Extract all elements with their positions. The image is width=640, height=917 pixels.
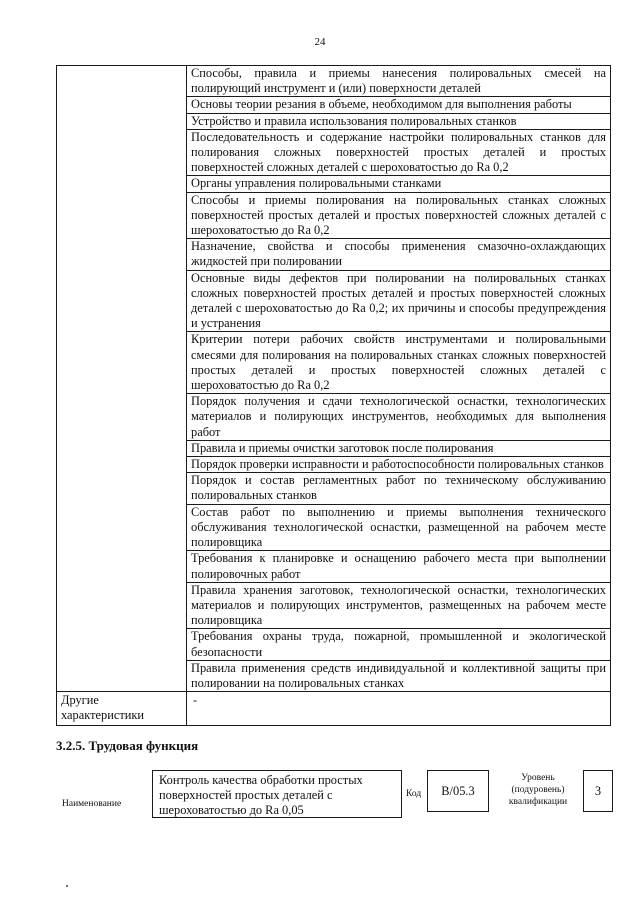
table-cell-item: Порядок и состав регламентных работ по техническому обслуживанию полировальных станков xyxy=(187,473,611,504)
table-cell-item: Способы и приемы полирования на полировальных станках сложных поверхностей простых деталей и простых поверхностей сложных деталей с шероховатостью до Ra 0,2 xyxy=(187,192,611,239)
code-value: В/05.3 xyxy=(427,770,489,812)
name-label: Наименование xyxy=(62,799,122,809)
table-cell-item: Правила применения средств индивидуальной и коллективной защиты при полировании на полировальных станках xyxy=(187,660,611,691)
qualification-level-label: Уровень (подуровень) квалификации xyxy=(508,773,568,807)
empty-label-cell xyxy=(57,66,187,692)
qualification-level-value: 3 xyxy=(583,770,613,812)
table-cell-item: Порядок проверки исправности и работоспособности полировальных станков xyxy=(187,457,611,473)
scan-speck xyxy=(66,885,68,887)
name-value: Контроль качества обработки простых поверхностей простых деталей с шероховатостью до Ra 0,05 xyxy=(152,770,402,818)
table-cell-item: Состав работ по выполнению и приемы выполнения технического обслуживания технологической оснастки, размещенной на рабочем месте полировщика xyxy=(187,504,611,551)
table-cell-item: Основные виды дефектов при полировании на полировальных станках сложных поверхностей простых деталей и простых поверхностей сложных деталей с шероховатостью до Ra 0,2; их причины и способы предупреждения и устранения xyxy=(187,270,611,332)
table-cell-item: Назначение, свойства и способы применения смазочно-охлаждающих жидкостей при полировании xyxy=(187,239,611,270)
other-characteristics-value: - xyxy=(187,692,611,725)
page-number: 24 xyxy=(314,36,326,48)
table-cell-item: Порядок получения и сдачи технологической оснастки, технологических материалов и полирующих инструментов, необходимых для выполнения работ xyxy=(187,394,611,441)
table-cell-item: Требования охраны труда, пожарной, промышленной и экологической безопасности xyxy=(187,629,611,660)
table-cell-item: Критерии потери рабочих свойств инструментами и полировальными смесями для полирования на полировальных станках сложных поверхностей простых деталей и простых поверхностей сложных деталей с шероховатостью до Ra 0,2 xyxy=(187,332,611,394)
labor-function-header xyxy=(56,768,616,828)
table-row xyxy=(57,66,611,97)
knowledge-requirements-table xyxy=(56,65,611,726)
table-cell-item: Основы теории резания в объеме, необходимом для выполнения работы xyxy=(187,97,611,113)
code-label: Код xyxy=(406,789,422,799)
table-row-other xyxy=(57,692,611,725)
table-cell-item: Органы управления полировальными станками xyxy=(187,176,611,192)
table-cell-item: Требования к планировке и оснащению рабочего места при выполнении полировочных работ xyxy=(187,551,611,582)
other-characteristics-label: Другие характеристики xyxy=(57,692,187,725)
table-cell-item: Правила и приемы очистки заготовок после полирования xyxy=(187,440,611,456)
section-title: 3.2.5. Трудовая функция xyxy=(56,738,199,753)
table-cell-item: Способы, правила и приемы нанесения полировальных смесей на полирующий инструмент и (или) поверхности деталей xyxy=(187,66,611,97)
table-cell-item: Правила хранения заготовок, технологической оснастки, технологических материалов и полирующих инструментов, размещенных на рабочем месте полировщика xyxy=(187,582,611,629)
table-cell-item: Последовательность и содержание настройки полировальных станков для полирования сложных поверхностей простых деталей и простых поверхностей сложных деталей с шероховатостью до Ra 0,2 xyxy=(187,129,611,176)
table-cell-item: Устройство и правила использования полировальных станков xyxy=(187,113,611,129)
